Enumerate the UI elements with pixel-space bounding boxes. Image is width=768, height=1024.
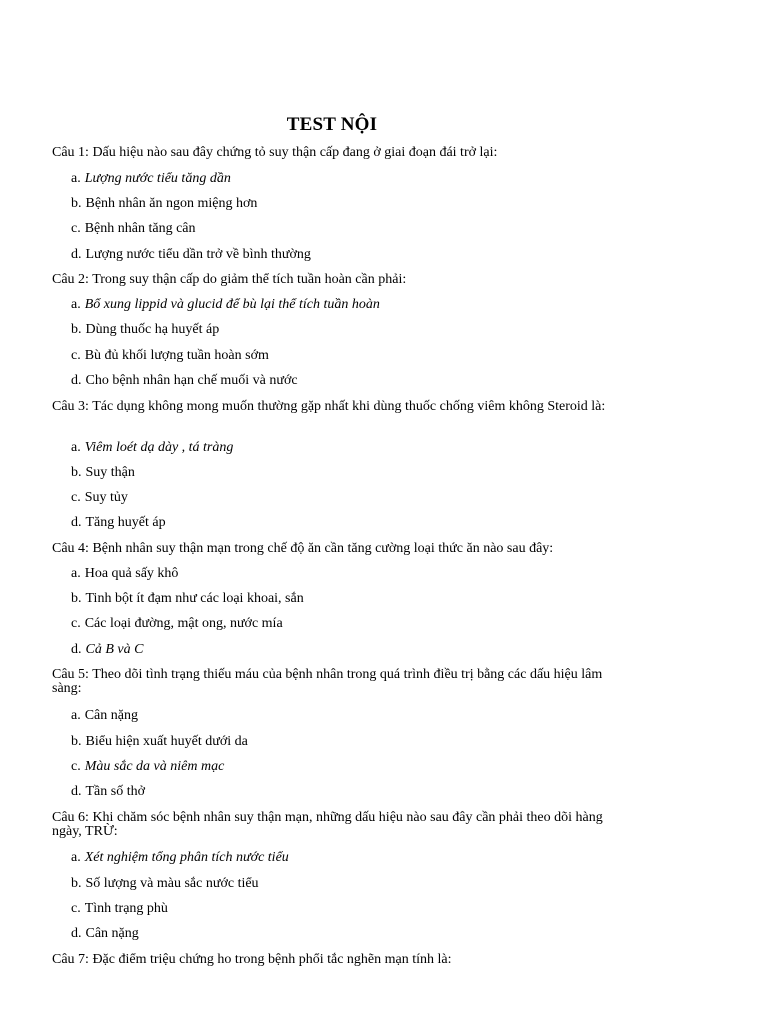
question-2-option-c xyxy=(71,349,269,363)
option-text: Màu sắc da và niêm mạc xyxy=(84,759,225,774)
option-letter: b. xyxy=(71,196,82,211)
option-text: Bệnh nhân ăn ngon miệng hơn xyxy=(85,196,258,211)
question-4: Câu 4: Bệnh nhân suy thận mạn trong chế độ ăn cần tăng cường loại thức ăn nào sau đây: xyxy=(52,541,554,556)
option-letter: c. xyxy=(71,759,81,774)
option-text: Biểu hiện xuất huyết dưới da xyxy=(85,734,248,749)
option-letter: a. xyxy=(71,171,81,186)
option-letter: b. xyxy=(71,591,82,606)
question-3-option-b xyxy=(71,466,135,480)
option-text: Hoa quả sấy khô xyxy=(84,566,179,581)
option-letter: a. xyxy=(71,566,81,581)
option-text: Các loại đường, mật ong, nước mía xyxy=(84,616,283,631)
option-text: Bù đủ khối lượng tuần hoàn sớm xyxy=(84,348,269,363)
question-3-option-c xyxy=(71,491,128,505)
option-letter: b. xyxy=(71,465,82,480)
question-1: Câu 1: Dấu hiệu nào sau đây chứng tỏ suy thận cấp đang ở giai đoạn đái trở lại: xyxy=(52,145,498,160)
option-letter: a. xyxy=(71,297,81,312)
option-text: Bệnh nhân tăng cân xyxy=(84,221,196,236)
option-letter: d. xyxy=(71,926,82,941)
option-text: Cho bệnh nhân hạn chế muối và nước xyxy=(85,373,298,388)
question-5-option-a xyxy=(71,709,138,723)
option-letter: a. xyxy=(71,850,81,865)
question-4-option-d xyxy=(71,643,143,657)
option-letter: d. xyxy=(71,784,82,799)
question-5-option-c xyxy=(71,760,224,774)
option-text: Lượng nước tiểu tăng dần xyxy=(84,171,231,186)
question-2-option-b xyxy=(71,323,219,337)
question-5: Câu 5: Theo dõi tình trạng thiếu máu của bệnh nhân trong quá trình điều trị bằng các dấu hiệu lâm sàng: xyxy=(52,667,603,696)
option-letter: a. xyxy=(71,708,81,723)
option-letter: a. xyxy=(71,440,81,455)
question-1-option-d xyxy=(71,248,311,262)
question-3-option-d xyxy=(71,516,166,530)
option-letter: c. xyxy=(71,490,81,505)
question-6-option-d xyxy=(71,927,139,941)
option-letter: d. xyxy=(71,373,82,388)
option-text: Tinh bột ít đạm như các loại khoai, sắn xyxy=(85,591,304,606)
option-letter: d. xyxy=(71,642,82,657)
question-6: Câu 6: Khi chăm sóc bệnh nhân suy thận mạn, những dấu hiệu nào sau đây cần phải theo dõi hàng ngày, TRỪ: xyxy=(52,810,603,839)
option-text: Tần số thở xyxy=(85,784,146,799)
question-4-option-c xyxy=(71,617,283,631)
question-6-option-a xyxy=(71,851,289,865)
option-text: Dùng thuốc hạ huyết áp xyxy=(85,322,220,337)
option-letter: c. xyxy=(71,348,81,363)
question-4-option-b xyxy=(71,592,304,606)
option-letter: b. xyxy=(71,876,82,891)
question-5-option-d xyxy=(71,785,145,799)
question-1-option-c xyxy=(71,222,196,236)
question-7: Câu 7: Đặc điểm triệu chứng ho trong bệnh phổi tắc nghẽn mạn tính là: xyxy=(52,952,452,967)
question-2: Câu 2: Trong suy thận cấp do giảm thể tích tuần hoàn cần phải: xyxy=(52,272,407,287)
question-6-option-b xyxy=(71,877,259,891)
option-text: Cân nặng xyxy=(85,926,139,941)
option-text: Số lượng và màu sắc nước tiểu xyxy=(85,876,259,891)
option-letter: d. xyxy=(71,515,82,530)
option-letter: d. xyxy=(71,247,82,262)
option-letter: c. xyxy=(71,616,81,631)
option-letter: b. xyxy=(71,734,82,749)
option-text: Cân nặng xyxy=(84,708,138,723)
option-text: Suy thận xyxy=(85,465,135,480)
option-text: Lượng nước tiểu dần trở về bình thường xyxy=(85,247,311,262)
option-letter: c. xyxy=(71,221,81,236)
option-text: Bổ xung lippid và glucid để bù lại thể tích tuần hoàn xyxy=(84,297,380,312)
option-letter: c. xyxy=(71,901,81,916)
question-2-option-a xyxy=(71,298,380,312)
option-letter: b. xyxy=(71,322,82,337)
page-title: TEST NỘI xyxy=(286,114,378,135)
option-text: Suy tủy xyxy=(84,490,128,505)
question-2-option-d xyxy=(71,374,298,388)
question-3: Câu 3: Tác dụng không mong muốn thường gặp nhất khi dùng thuốc chống viêm không Steroid là: xyxy=(52,399,606,414)
question-6-option-c xyxy=(71,902,168,916)
question-1-option-b xyxy=(71,197,257,211)
option-text: Tăng huyết áp xyxy=(85,515,166,530)
question-5-option-b xyxy=(71,735,248,749)
option-text: Cả B và C xyxy=(85,642,144,657)
question-3-option-a xyxy=(71,441,233,455)
option-text: Xét nghiệm tổng phân tích nước tiểu xyxy=(84,850,289,865)
option-text: Tình trạng phù xyxy=(84,901,168,916)
question-4-option-a xyxy=(71,567,178,581)
option-text: Viêm loét dạ dày , tá tràng xyxy=(84,440,234,455)
question-1-option-a xyxy=(71,172,231,186)
